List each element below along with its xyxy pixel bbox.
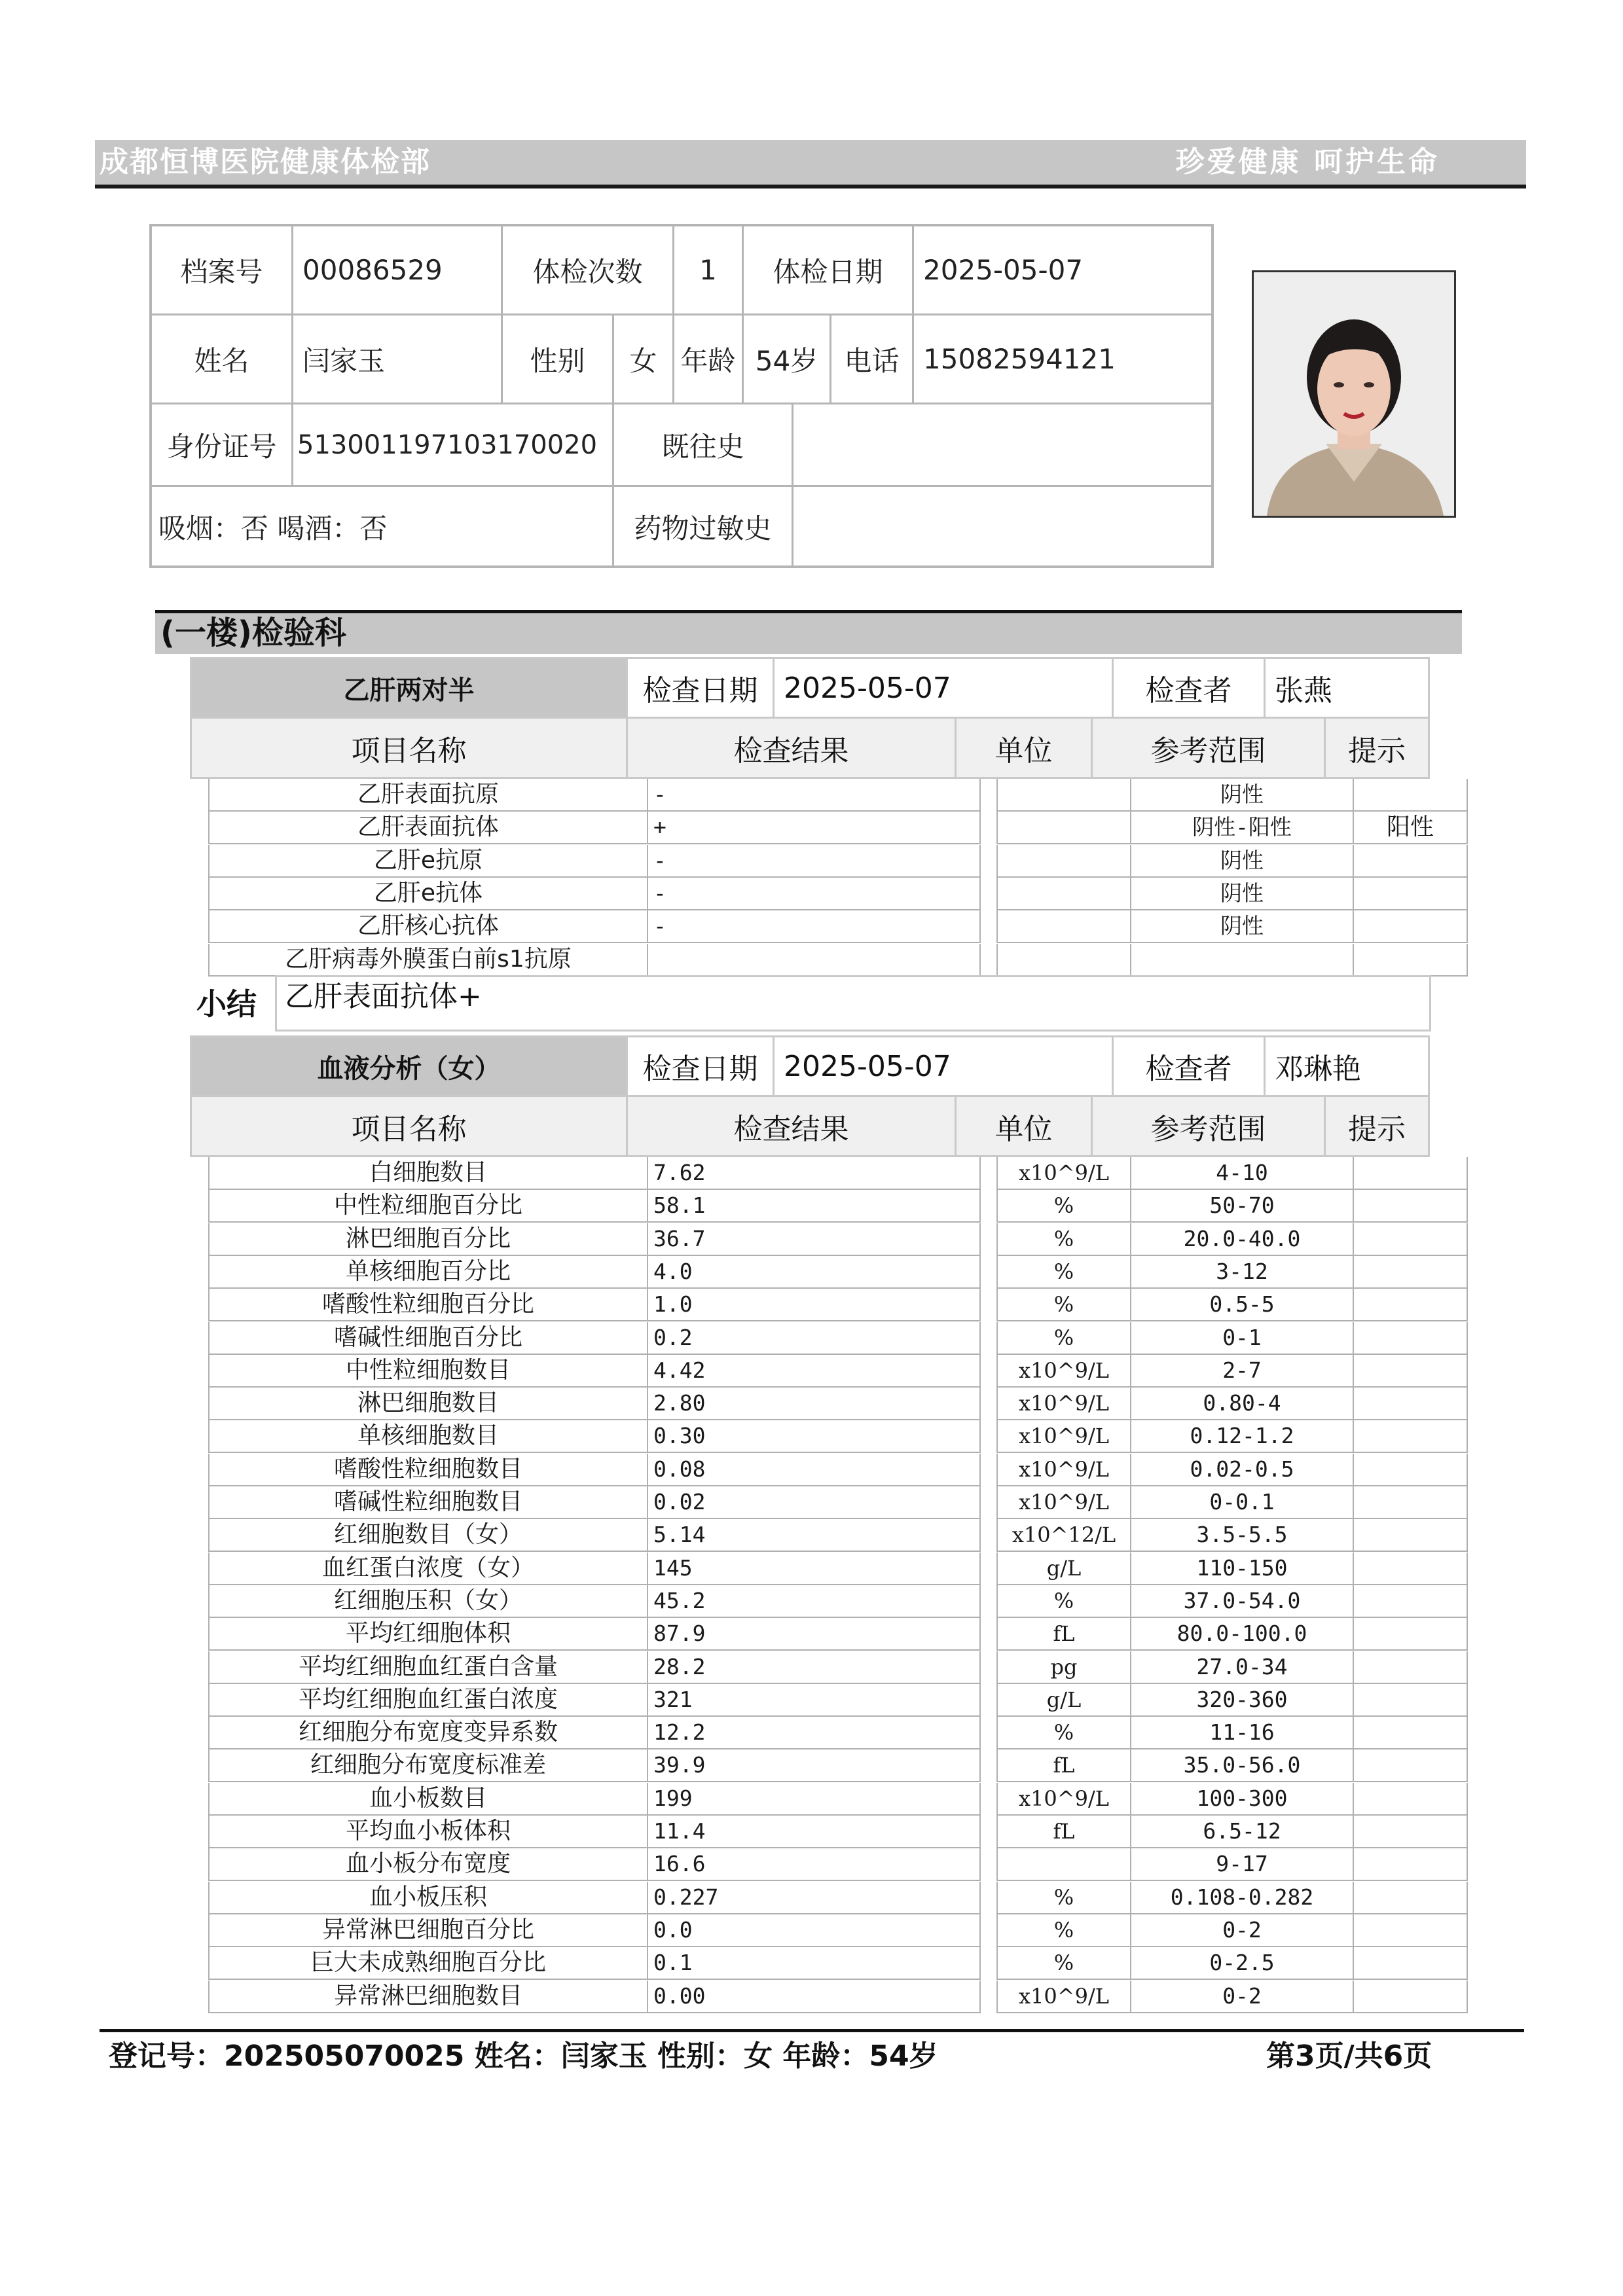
column-gap [979, 779, 996, 812]
table-row [208, 1420, 1468, 1453]
item-name: 平均血小板体积 [208, 1816, 647, 1848]
item-ref-range: 阴性 [1130, 878, 1353, 910]
sex-label: 性别 [503, 315, 614, 404]
item-tip: 阳性 [1353, 812, 1468, 844]
col-item: 项目名称 [192, 1097, 628, 1155]
item-tip [1353, 1190, 1468, 1223]
column-gap [979, 944, 996, 977]
item-name: 血小板数目 [208, 1783, 647, 1816]
table-row [208, 1355, 1468, 1388]
table-row [208, 1848, 1468, 1881]
item-unit: % [996, 1289, 1130, 1321]
item-result: 12.2 [647, 1717, 979, 1749]
item-ref-range: 0-2 [1130, 1914, 1353, 1947]
table-row [208, 1684, 1468, 1717]
date-label: 检查日期 [628, 1037, 775, 1097]
item-ref-range: 3.5-5.5 [1130, 1519, 1353, 1552]
col-ref: 参考范围 [1093, 1097, 1326, 1155]
item-result: 11.4 [647, 1816, 979, 1848]
column-gap [979, 812, 996, 844]
item-unit: x10^9/L [996, 1981, 1130, 2013]
column-gap [979, 845, 996, 878]
item-name: 乙肝e抗原 [208, 845, 647, 878]
item-tip [1353, 1289, 1468, 1321]
column-gap [979, 1256, 996, 1289]
item-unit: % [996, 1717, 1130, 1749]
column-gap [979, 1322, 996, 1355]
patient-info-table [149, 224, 1214, 568]
group-date: 2025-05-07 [775, 1037, 1114, 1097]
item-unit: % [996, 1322, 1130, 1355]
item-ref-range: 11-16 [1130, 1717, 1353, 1749]
history-label: 既往史 [614, 404, 793, 487]
column-gap [979, 1420, 996, 1453]
item-unit: % [996, 1947, 1130, 1980]
table-row [208, 878, 1468, 910]
table-row [208, 1618, 1468, 1651]
item-name: 中性粒细胞数目 [208, 1355, 647, 1388]
item-name: 血红蛋白浓度（女） [208, 1552, 647, 1585]
column-gap [979, 1882, 996, 1914]
table-row [208, 910, 1468, 943]
item-tip [1353, 944, 1468, 977]
group-header-hepatitis [190, 657, 1430, 779]
column-gap [979, 1749, 996, 1782]
item-result: 16.6 [647, 1848, 979, 1881]
footer-registration: 登记号：202505070025 姓名：闫家玉 性别：女 年龄：54岁 [109, 2039, 938, 2073]
item-name: 红细胞压积（女） [208, 1585, 647, 1618]
item-result: 28.2 [647, 1651, 979, 1684]
header-rule [95, 185, 1526, 188]
item-unit [996, 944, 1130, 977]
item-result: 0.227 [647, 1882, 979, 1914]
item-ref-range: 110-150 [1130, 1552, 1353, 1585]
item-result: 0.02 [647, 1486, 979, 1519]
page-number: 第3页/共6页 [1266, 2039, 1432, 2073]
item-tip [1353, 1882, 1468, 1914]
item-ref-range: 2-7 [1130, 1355, 1353, 1388]
item-unit: pg [996, 1651, 1130, 1684]
item-name: 乙肝e抗体 [208, 878, 647, 910]
column-gap [979, 1157, 996, 1190]
summary-label: 小结 [196, 986, 257, 1022]
item-result: 4.42 [647, 1355, 979, 1388]
item-name: 异常淋巴细胞百分比 [208, 1914, 647, 1947]
item-tip [1353, 1816, 1468, 1848]
item-result: 199 [647, 1783, 979, 1816]
item-unit [996, 878, 1130, 910]
item-tip [1353, 1256, 1468, 1289]
item-ref-range: 9-17 [1130, 1848, 1353, 1881]
table-row [208, 1749, 1468, 1782]
item-result: + [647, 812, 979, 844]
item-tip [1353, 1651, 1468, 1684]
item-unit: % [996, 1585, 1130, 1618]
table-row [208, 1882, 1468, 1914]
name-label: 姓名 [152, 315, 293, 404]
table-row [208, 944, 1468, 977]
item-unit: x10^9/L [996, 1420, 1130, 1453]
table-row [208, 779, 1468, 812]
item-tip [1353, 1684, 1468, 1717]
item-ref-range: 阴性 [1130, 779, 1353, 812]
summary-text: 乙肝表面抗体+ [275, 975, 1431, 1031]
hospital-name: 成都恒博医院健康体检部 [100, 145, 431, 179]
item-result: 45.2 [647, 1585, 979, 1618]
item-result: 7.62 [647, 1157, 979, 1190]
allergy-value [793, 487, 1214, 567]
exam-date-value: 2025-05-07 [914, 226, 1214, 315]
item-result: 1.0 [647, 1289, 979, 1321]
item-ref-range: 阴性 [1130, 910, 1353, 943]
item-ref-range: 阴性 [1130, 845, 1353, 878]
group-header-blood [190, 1035, 1430, 1157]
column-gap [979, 1914, 996, 1947]
col-result: 检查结果 [628, 719, 957, 777]
column-gap [979, 1519, 996, 1552]
item-unit [996, 910, 1130, 943]
age-label: 年龄 [674, 315, 744, 404]
item-unit [996, 845, 1130, 878]
item-unit: fL [996, 1816, 1130, 1848]
table-row [208, 1190, 1468, 1223]
column-gap [979, 1848, 996, 1881]
item-unit: % [996, 1914, 1130, 1947]
table-row [208, 1783, 1468, 1816]
portrait-image [1254, 272, 1454, 516]
item-name: 血小板压积 [208, 1882, 647, 1914]
table-row [208, 1388, 1468, 1420]
column-gap [979, 1486, 996, 1519]
header-slogan: 珍爱健康 呵护生命 [1175, 145, 1440, 179]
table-row [208, 1486, 1468, 1519]
item-name: 红细胞数目（女） [208, 1519, 647, 1552]
file-no-label: 档案号 [152, 226, 293, 315]
item-result: 0.00 [647, 1981, 979, 2013]
group-date: 2025-05-07 [775, 659, 1114, 719]
name-value: 闫家玉 [293, 315, 503, 404]
item-unit [996, 812, 1130, 844]
column-gap [979, 1223, 996, 1256]
item-tip [1353, 1914, 1468, 1947]
item-name: 巨大未成熟细胞百分比 [208, 1947, 647, 1980]
item-tip [1353, 1157, 1468, 1190]
table-row [208, 845, 1468, 878]
item-tip [1353, 779, 1468, 812]
phone-label: 电话 [831, 315, 914, 404]
item-result: 2.80 [647, 1388, 979, 1420]
column-gap [979, 1190, 996, 1223]
item-name: 淋巴细胞数目 [208, 1388, 647, 1420]
id-label: 身份证号 [152, 404, 293, 487]
item-result: 321 [647, 1684, 979, 1717]
item-name: 平均红细胞血红蛋白含量 [208, 1651, 647, 1684]
item-tip [1353, 1981, 1468, 2013]
age-value: 54岁 [744, 315, 831, 404]
column-gap [979, 1651, 996, 1684]
visits-label: 体检次数 [503, 226, 674, 315]
item-result: 0.30 [647, 1420, 979, 1453]
item-ref-range: 0.5-5 [1130, 1289, 1353, 1321]
column-gap [979, 878, 996, 910]
table-row [208, 1454, 1468, 1486]
table-row [208, 1223, 1468, 1256]
column-gap [979, 1981, 996, 2013]
table-row [208, 1322, 1468, 1355]
item-unit: % [996, 1256, 1130, 1289]
sex-value: 女 [614, 315, 674, 404]
item-tip [1353, 1552, 1468, 1585]
col-unit: 单位 [957, 719, 1093, 777]
item-unit: x10^12/L [996, 1519, 1130, 1552]
item-result: - [647, 845, 979, 878]
col-tip: 提示 [1326, 1097, 1428, 1155]
item-name: 红细胞分布宽度标准差 [208, 1749, 647, 1782]
table-row [208, 1947, 1468, 1980]
file-no-value: 00086529 [293, 226, 503, 315]
item-name: 白细胞数目 [208, 1157, 647, 1190]
table-row [208, 1256, 1468, 1289]
item-name: 嗜酸性粒细胞百分比 [208, 1289, 647, 1321]
col-tip: 提示 [1326, 719, 1428, 777]
item-ref-range: 0-2.5 [1130, 1947, 1353, 1980]
item-tip [1353, 1322, 1468, 1355]
item-name: 平均红细胞血红蛋白浓度 [208, 1684, 647, 1717]
item-result: - [647, 910, 979, 943]
item-name: 中性粒细胞百分比 [208, 1190, 647, 1223]
col-unit: 单位 [957, 1097, 1093, 1155]
table-row [208, 1651, 1468, 1684]
item-ref-range: 0-1 [1130, 1322, 1353, 1355]
table-row [208, 1914, 1468, 1947]
column-gap [979, 1388, 996, 1420]
item-ref-range: 0.80-4 [1130, 1388, 1353, 1420]
item-unit: % [996, 1882, 1130, 1914]
item-tip [1353, 1783, 1468, 1816]
item-result: 4.0 [647, 1256, 979, 1289]
item-ref-range: 阴性-阳性 [1130, 812, 1353, 844]
item-tip [1353, 1585, 1468, 1618]
item-unit: x10^9/L [996, 1355, 1130, 1388]
item-ref-range: 80.0-100.0 [1130, 1618, 1353, 1651]
item-ref-range: 27.0-34 [1130, 1651, 1353, 1684]
group-examiner: 邓琳艳 [1266, 1037, 1428, 1097]
item-tip [1353, 910, 1468, 943]
history-value [793, 404, 1214, 487]
column-gap [979, 1454, 996, 1486]
column-gap [979, 1355, 996, 1388]
item-result: 5.14 [647, 1519, 979, 1552]
item-tip [1353, 1454, 1468, 1486]
item-name: 单核细胞百分比 [208, 1256, 647, 1289]
table-row [208, 1717, 1468, 1749]
item-tip [1353, 1749, 1468, 1782]
item-tip [1353, 878, 1468, 910]
examiner-label: 检查者 [1114, 659, 1266, 719]
section-title: (一楼)检验科 [160, 615, 346, 651]
id-value: 513001197103170020 [293, 404, 614, 487]
column-gap [979, 1684, 996, 1717]
item-result: 0.1 [647, 1947, 979, 1980]
column-gap [979, 1947, 996, 1980]
item-unit: x10^9/L [996, 1486, 1130, 1519]
visits-value: 1 [674, 226, 744, 315]
item-tip [1353, 1848, 1468, 1881]
item-tip [1353, 1519, 1468, 1552]
table-row [208, 812, 1468, 844]
table-row [208, 1157, 1468, 1190]
item-ref-range: 0.12-1.2 [1130, 1420, 1353, 1453]
item-ref-range: 50-70 [1130, 1190, 1353, 1223]
item-ref-range: 0.02-0.5 [1130, 1454, 1353, 1486]
item-unit [996, 779, 1130, 812]
column-gap [979, 1552, 996, 1585]
item-result: 87.9 [647, 1618, 979, 1651]
item-ref-range: 4-10 [1130, 1157, 1353, 1190]
item-result: 0.2 [647, 1322, 979, 1355]
col-item: 项目名称 [192, 719, 628, 777]
column-gap [979, 1816, 996, 1848]
item-unit: fL [996, 1618, 1130, 1651]
item-tip [1353, 1388, 1468, 1420]
item-tip [1353, 1717, 1468, 1749]
item-name: 红细胞分布宽度变异系数 [208, 1717, 647, 1749]
examiner-label: 检查者 [1114, 1037, 1266, 1097]
group-name: 乙肝两对半 [192, 659, 628, 719]
group-examiner: 张燕 [1266, 659, 1428, 719]
item-name: 乙肝表面抗体 [208, 812, 647, 844]
table-row [208, 1519, 1468, 1552]
col-ref: 参考范围 [1093, 719, 1326, 777]
item-name: 乙肝病毒外膜蛋白前s1抗原 [208, 944, 647, 977]
item-unit: x10^9/L [996, 1157, 1130, 1190]
item-ref-range: 20.0-40.0 [1130, 1223, 1353, 1256]
item-tip [1353, 1618, 1468, 1651]
item-name: 乙肝表面抗原 [208, 779, 647, 812]
item-ref-range: 320-360 [1130, 1684, 1353, 1717]
table-row [208, 1552, 1468, 1585]
table-row [208, 1981, 1468, 2013]
allergy-label: 药物过敏史 [614, 487, 793, 567]
item-unit: % [996, 1190, 1130, 1223]
item-unit [996, 1848, 1130, 1881]
item-name: 单核细胞数目 [208, 1420, 647, 1453]
item-name: 血小板分布宽度 [208, 1848, 647, 1881]
column-gap [979, 1289, 996, 1321]
column-gap [979, 910, 996, 943]
exam-date-label: 体检日期 [744, 226, 914, 315]
column-gap [979, 1585, 996, 1618]
group-name: 血液分析（女） [192, 1037, 628, 1097]
footer-rule [100, 2029, 1524, 2032]
date-label: 检查日期 [628, 659, 775, 719]
item-result: 58.1 [647, 1190, 979, 1223]
col-result: 检查结果 [628, 1097, 957, 1155]
smoking-drinking: 吸烟：否 喝酒：否 [152, 487, 614, 567]
item-ref-range: 35.0-56.0 [1130, 1749, 1353, 1782]
item-ref-range: 3-12 [1130, 1256, 1353, 1289]
item-ref-range: 0.108-0.282 [1130, 1882, 1353, 1914]
item-name: 淋巴细胞百分比 [208, 1223, 647, 1256]
item-tip [1353, 1223, 1468, 1256]
column-gap [979, 1717, 996, 1749]
item-name: 异常淋巴细胞数目 [208, 1981, 647, 2013]
table-row [208, 1816, 1468, 1848]
item-unit: fL [996, 1749, 1130, 1782]
patient-photo [1252, 270, 1456, 518]
item-name: 乙肝核心抗体 [208, 910, 647, 943]
item-name: 平均红细胞体积 [208, 1618, 647, 1651]
item-name: 嗜酸性粒细胞数目 [208, 1454, 647, 1486]
item-ref-range: 100-300 [1130, 1783, 1353, 1816]
table-row [208, 1585, 1468, 1618]
item-result: 0.08 [647, 1454, 979, 1486]
item-tip [1353, 1355, 1468, 1388]
item-unit: x10^9/L [996, 1783, 1130, 1816]
item-unit: g/L [996, 1684, 1130, 1717]
item-ref-range: 0-0.1 [1130, 1486, 1353, 1519]
item-result: - [647, 779, 979, 812]
phone-value: 15082594121 [914, 315, 1214, 404]
item-result: 145 [647, 1552, 979, 1585]
item-ref-range: 37.0-54.0 [1130, 1585, 1353, 1618]
column-gap [979, 1783, 996, 1816]
table-row [208, 1289, 1468, 1321]
column-gap [979, 1618, 996, 1651]
item-tip [1353, 1947, 1468, 1980]
item-unit: g/L [996, 1552, 1130, 1585]
section-band [155, 613, 1462, 654]
item-name: 嗜碱性粒细胞数目 [208, 1486, 647, 1519]
item-result [647, 944, 979, 977]
item-tip [1353, 1486, 1468, 1519]
item-tip [1353, 1420, 1468, 1453]
item-unit: x10^9/L [996, 1388, 1130, 1420]
item-name: 嗜碱性细胞百分比 [208, 1322, 647, 1355]
item-unit: % [996, 1223, 1130, 1256]
item-result: 36.7 [647, 1223, 979, 1256]
item-tip [1353, 845, 1468, 878]
item-ref-range: 6.5-12 [1130, 1816, 1353, 1848]
item-result: 39.9 [647, 1749, 979, 1782]
item-result: - [647, 878, 979, 910]
item-unit: x10^9/L [996, 1454, 1130, 1486]
item-result: 0.0 [647, 1914, 979, 1947]
item-ref-range: 0-2 [1130, 1981, 1353, 2013]
item-ref-range [1130, 944, 1353, 977]
